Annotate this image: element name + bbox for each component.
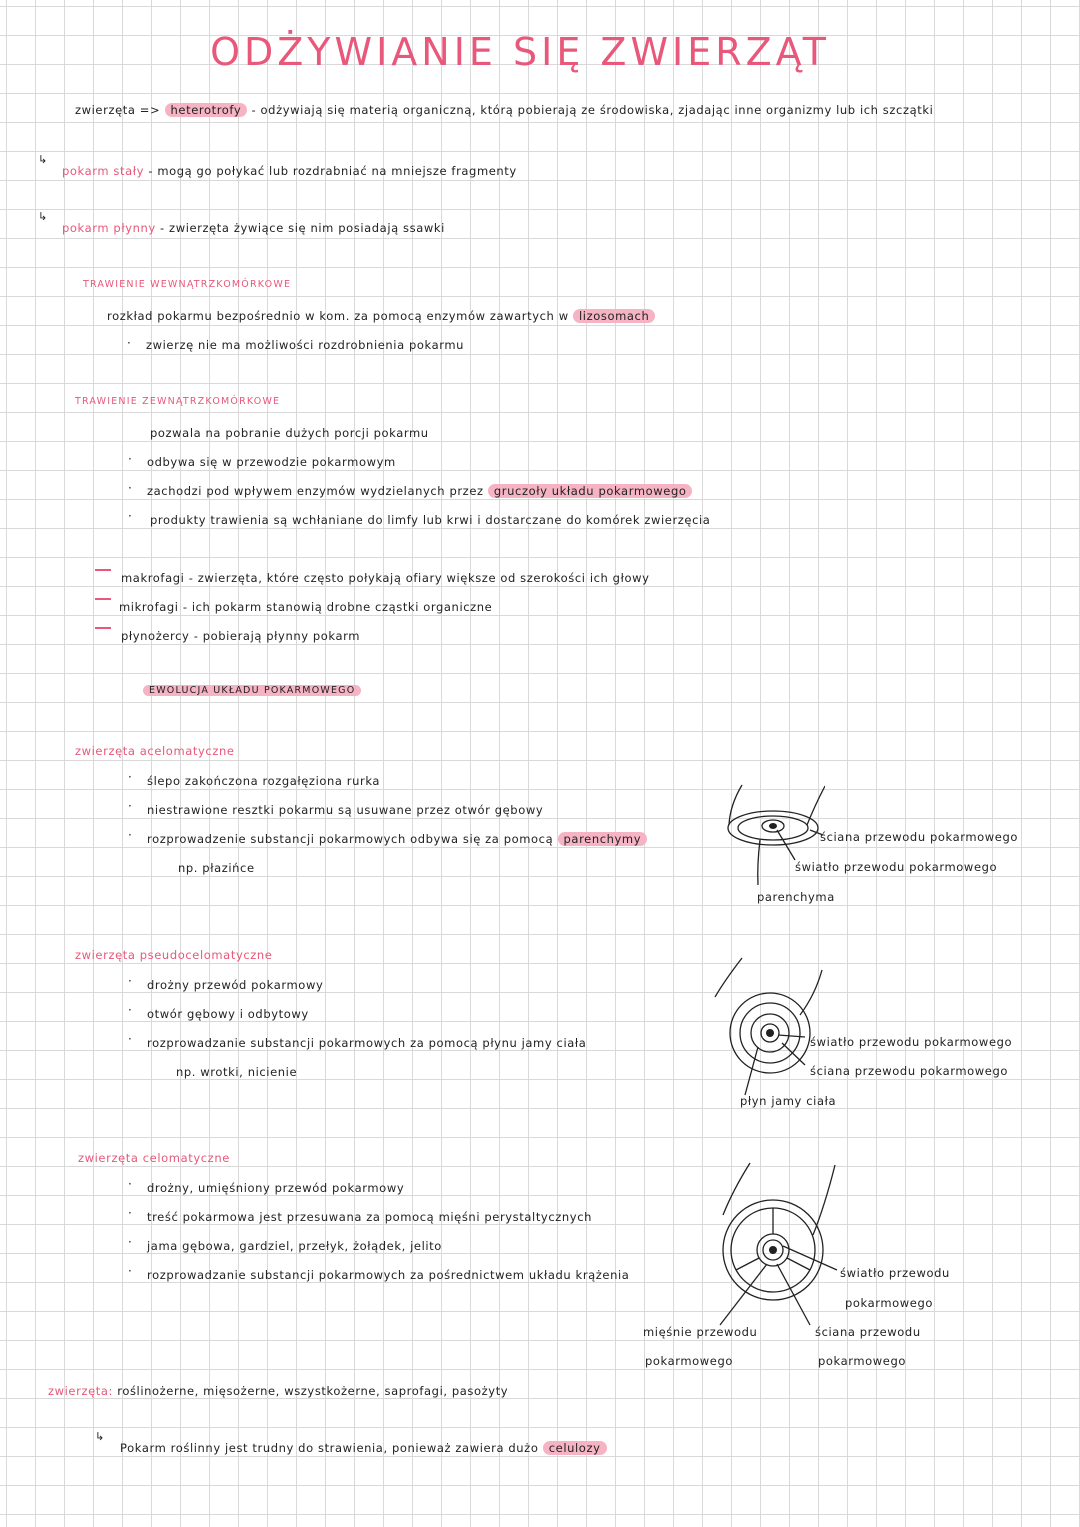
diet-note-term: celulozy	[543, 1441, 607, 1455]
bullet: ·	[128, 1235, 132, 1249]
bullet: ·	[128, 509, 132, 523]
acoelomates-item: ślepo zakończona rozgałęziona rurka	[147, 774, 381, 788]
extracellular-item: produkty trawienia są wchłaniane do limfy lub krwi i dostarczane do komórek zwierzęcia	[150, 513, 711, 527]
acoelomates-item-text: rozprowadzenie substancji pokarmowych odbywa się za pomocą	[147, 832, 554, 846]
coelomates-heading: zwierzęta celomatyczne	[78, 1151, 230, 1165]
diagram-label-lumen: światło przewodu pokarmowego	[795, 860, 998, 874]
bullet: ·	[128, 974, 132, 988]
diagram-label-lumen: światło przewodu	[840, 1266, 950, 1280]
intro-term: heterotrofy	[165, 103, 248, 117]
acoelomates-heading: zwierzęta acelomatyczne	[75, 744, 235, 758]
diet-note	[120, 1441, 607, 1455]
diagram-label-parenchyma: parenchyma	[757, 890, 835, 904]
pseudocoelomates-example: np. wrotki, nicienie	[176, 1065, 298, 1079]
extracellular-item-term: gruczoły układu pokarmowego	[488, 484, 693, 498]
pseudocoelomates-heading: zwierzęta pseudocelomatyczne	[75, 948, 273, 962]
extracellular-item-text: zachodzi pod wpływem enzymów wydzielanych przez	[147, 484, 484, 498]
intracellular-term: lizosomach	[573, 309, 655, 323]
bullet: ·	[128, 452, 132, 466]
diet-list: roślinożerne, mięsożerne, wszystkożerne, saprofagi, pasożyty	[117, 1384, 509, 1398]
intracellular-bullet: zwierzę nie ma możliwości rozdrobnienia pokarmu	[146, 338, 465, 352]
bullet: ·	[128, 481, 132, 495]
acoelomates-item-parenchyma	[147, 832, 647, 846]
feeder-desc: - ich pokarm stanowią drobne cząstki organiczne	[182, 600, 493, 614]
section-heading-intracellular: TRAWIENIE WEWNĄTRZKOMÓRKOWE	[83, 279, 292, 290]
arrow-marker: ↳	[38, 153, 48, 166]
feeder-name: makrofagi	[121, 571, 185, 585]
acoelomates-item: niestrawione resztki pokarmu są usuwane przez otwór gębowy	[147, 803, 544, 817]
diet-label: zwierzęta:	[48, 1384, 113, 1398]
page-title: ODŻYWIANIE SIĘ ZWIERZĄT	[210, 30, 830, 74]
diet-note-text: Pokarm roślinny jest trudny do strawienia, ponieważ zawiera dużo	[120, 1441, 539, 1455]
pseudocoelomates-item: rozprowadzanie substancji pokarmowych za pomocą płynu jamy ciała	[147, 1036, 587, 1050]
food-type-desc: - mogą go połykać lub rozdrabniać na mniejsze fragmenty	[148, 164, 517, 178]
diagram-label-wall: ściana przewodu pokarmowego	[810, 1064, 1008, 1078]
feeder-desc: - zwierzęta, które często połykają ofiary większe od szerokości ich głowy	[188, 571, 650, 585]
pseudocoelomates-item: drożny przewód pokarmowy	[147, 978, 324, 992]
arrow-marker: ↳	[95, 1430, 105, 1443]
section-heading-extracellular: TRAWIENIE ZEWNĄTRZKOMÓRKOWE	[75, 396, 281, 407]
bullet: ·	[128, 1003, 132, 1017]
diagram-label-muscles: mięśnie przewodu	[643, 1325, 758, 1339]
coelomates-item: rozprowadzanie substancji pokarmowych za pośrednictwem układu krążenia	[147, 1268, 630, 1282]
acoelomates-item-term: parenchymy	[558, 832, 648, 846]
intro-arrow: =>	[139, 103, 161, 117]
coelomates-item: drożny, umięśniony przewód pokarmowy	[147, 1181, 405, 1195]
bullet: ·	[128, 1177, 132, 1191]
diagram-label-wall: ściana przewodu pokarmowego	[820, 830, 1018, 844]
dash-marker	[95, 569, 111, 571]
acoelomates-example: np. płazińce	[178, 861, 255, 875]
intro-line	[75, 103, 933, 117]
diagram-label-wall: ściana przewodu	[815, 1325, 921, 1339]
feeder-desc: - pobierają płynny pokarm	[193, 629, 361, 643]
food-type-name: pokarm płynny	[62, 221, 156, 235]
bullet: ·	[127, 336, 131, 350]
feeder-macrophages	[121, 571, 650, 585]
extracellular-item-glands	[147, 484, 692, 498]
diet-line	[48, 1384, 508, 1398]
bullet: ·	[128, 770, 132, 784]
coelomates-item: treść pokarmowa jest przesuwana za pomocą mięśni perystaltycznych	[147, 1210, 593, 1224]
food-type-name: pokarm stały	[62, 164, 145, 178]
arrow-marker: ↳	[38, 210, 48, 223]
diagram-label-fluid: płyn jamy ciała	[740, 1094, 837, 1108]
coelomates-item: jama gębowa, gardziel, przełyk, żołądek, jelito	[147, 1239, 442, 1253]
bullet: ·	[128, 1032, 132, 1046]
bullet: ·	[128, 828, 132, 842]
coelomate-diagram	[705, 1160, 855, 1330]
evolution-heading: EWOLUCJA UKŁADU POKARMOWEGO	[143, 685, 361, 696]
dash-marker	[95, 598, 111, 600]
food-type-desc: - zwierzęta żywiące się nim posiadają ssawki	[160, 221, 445, 235]
bullet: ·	[128, 799, 132, 813]
feeder-name: mikrofagi	[119, 600, 179, 614]
intro-definition: - odżywiają się materią organiczną, którą pobierają ze środowiska, zjadając inne organizmy lub ich szczątki	[251, 103, 934, 117]
diagram-label-lumen-cont: pokarmowego	[845, 1296, 934, 1310]
intro-subject: zwierzęta	[75, 103, 136, 117]
feeder-microphages	[119, 600, 492, 614]
extracellular-item: odbywa się w przewodzie pokarmowym	[147, 455, 396, 469]
intracellular-text: rozkład pokarmu bezpośrednio w kom. za pomocą enzymów zawartych w	[107, 309, 569, 323]
dash-marker	[95, 627, 111, 629]
pseudocoelomates-item: otwór gębowy i odbytowy	[147, 1007, 309, 1021]
diagram-label-wall-cont: pokarmowego	[818, 1354, 907, 1368]
diagram-label-lumen: światło przewodu pokarmowego	[810, 1035, 1013, 1049]
feeder-name: płynożercy	[121, 629, 190, 643]
feeder-liquid	[121, 629, 360, 643]
food-type-solid	[62, 164, 517, 178]
bullet: ·	[128, 1206, 132, 1220]
food-type-liquid	[62, 221, 445, 235]
diagram-label-muscles-cont: pokarmowego	[645, 1354, 734, 1368]
intracellular-line	[107, 309, 655, 323]
bullet: ·	[128, 1264, 132, 1278]
extracellular-item: pozwala na pobranie dużych porcji pokarmu	[150, 426, 429, 440]
